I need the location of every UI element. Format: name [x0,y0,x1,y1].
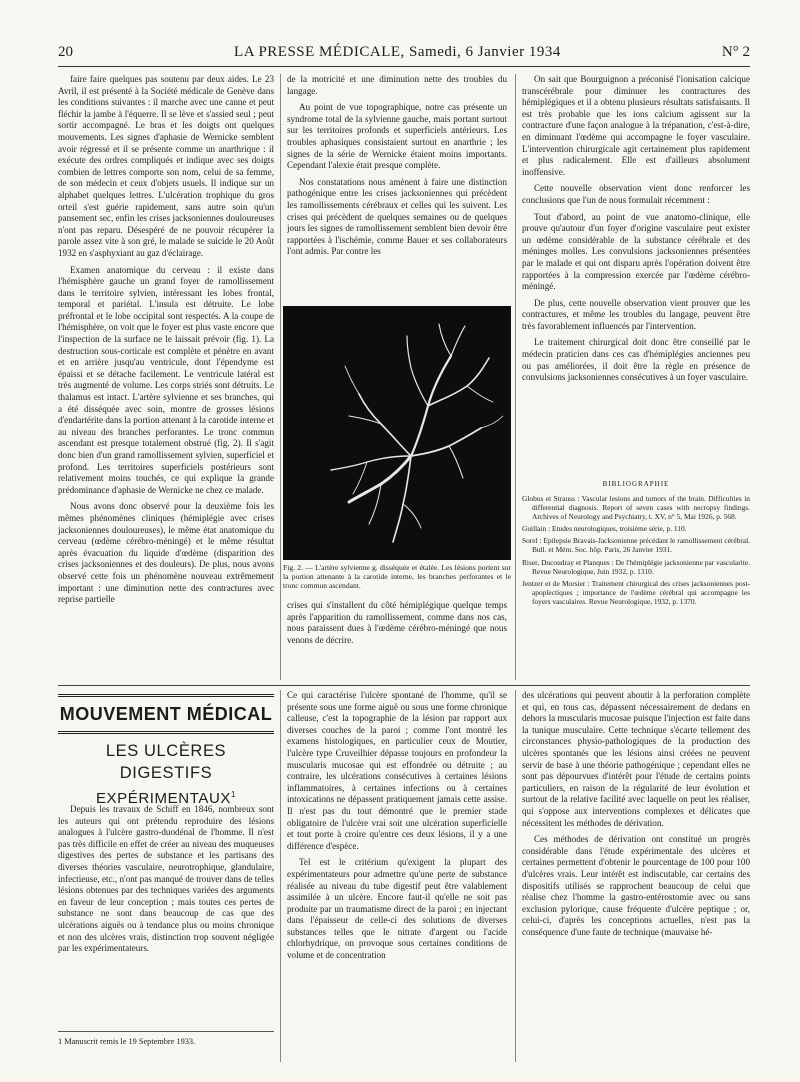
page-number: 20 [58,44,73,60]
article-intro-column [58,804,274,1004]
bibliography-entry: Sorel : Epilepsie Bravais-Jacksonienne précédant le ramollissement cérébral. Bull. et Mém. Soc. hôp. Paris, 26 Janvier 1931. [522,536,750,555]
paragraph: de la motricité et une diminution nette des troubles du langage. [287,74,507,96]
column-divider [280,74,281,680]
paragraph: des ulcérations qui peuvent aboutir à la perforation complète et qui, en tous cas, dépassent nécessairement de dedans en dehors la muscularis mucosae puisque l'injection est faite dans la tunique musculaire. Cette technique s'écarte tellement des circonstances physio-pathologiques de la production des ulcères spontanés que les lésions ainsi créées ne peuvent servir de base à une théorie pathogénique ; cependant elles ne sont pas dépourvues d'intérêt pour l'étude de certains points particuliers, en raison de la régularité de leur évolution et surtout de la relative facilité avec laquelle on peut les réaliser, qui s'oppose aux interventions complexes et délicates que nécessitent les méthodes de dérivation. [522,690,750,828]
section-divider [58,685,750,686]
article-column-2 [287,74,507,304]
bibliography-entry: Jentzer et de Morsier : Traitement chirurgical des crises jacksoniennes post-apoplectiques ; importance de l'œdème cérébral qui accompagne les foyers vasculaires. Revue Neurologique, 1932, p. 1370. [522,578,750,606]
paragraph: faire faire quelques pas soutenu par deux aides. Le 23 Avril, il est présenté à la Société médicale de Genève dans les conditions suivantes : il marche avec une canne et peut fléchir la jambe à l'équerre. Il se lève et s'assied seul ; peut sortir accompagné. Le bras et les doigts ont quelques mouvements. Les signes d'aphasie de Wernicke semblent avoir régressé et il se présente comme un anarthrique : il exécute des ordres compliqués et indique avec ses doigts combien de lettres comporte son nom, celui de sa femme, de son médecin et ceux d'objets usuels. Il indique sur un alphabet quelques lettres. L'ulcération trophique du gros orteil s'est guérie rapidement, sans autre soin qu'un pansement sec, enfin les crises jacksoniennes douloureuses n'ont pas reparu. Désespéré de ne pouvoir récupérer la parole assez vite à son gré, le malade se suicide le 20 Août 1932 en s'asphyxiant au gaz d'éclairage. [58,74,274,258]
article-title-line-2-text: EXPÉRIMENTAUX [95,790,231,807]
footnote: 1 Manuscrit remis le 19 Septembre 1933. [58,1031,274,1046]
column-divider [515,74,516,680]
paragraph: Tout d'abord, au point de vue anatomo-clinique, elle prouve qu'autour d'un foyer d'origine vasculaire peut exister un œdème considérable de la substance cérébrale et des méninges molles. Les convulsions jacksoniennes présentées par le malade et qui ont disparu après l'opération doivent être rapportées à la compression exercée par l'œdème cérébro-méningé. [522,211,750,292]
paragraph: crises qui s'installent du côté hémiplégique quelque temps après l'apparition du ramollissement, comme dans nos cas, nous paraissent dues à l'œdème cérébro-méningé que nous venons de décrire. [287,600,507,645]
column-divider [515,690,516,1062]
article-column-2-continued [287,600,507,678]
paragraph: Examen anatomique du cerveau : il existe dans l'hémisphère gauche un grand foyer de ramollissement dans le territoire sylvien, intéressant les lobes frontal, temporal et pariétal. L'insula est détruite. Le lobe préfrontal et le lobe occipital sont respectés. A la coupe de l'hémisphère, on voit que le foyer est plus vaste encore que l'inspection de la surface ne le laissait prévoir (fig. 1). La destruction sous-corticale est complète et pénètre en avant et en arrière jusqu'au ventricule, dont l'épendyme est épaissi et se détache facilement. Le ventricule latéral est très augmenté de volume. Les corps striés sont détruits. Le thalamus est intact. L'artère sylvienne et ses branches, qui a été disséquée avec soin, montre de grosses lésions d'endartérite dans la portion attenant à la carotide interne et au niveau des branches perforantes. Le tronc commun ascendant est presque totalement obstrué (fig. 2). Il s'agit donc bien d'un grand ramollissement sylvien, superficiel et profond. Les territoires superficiels postérieurs sont relativement moins touchés, ce qui explique la grande prédominance d'aphasie de Wernicke ne chez ce malade. [58,264,274,495]
article-column-6 [522,690,750,1062]
article-title-line-1: LES ULCÈRES DIGESTIFS [105,742,227,782]
paragraph: De plus, cette nouvelle observation vient prouver que les contractures, et même les troubles du langage, peuvent être très favorablement influencés par l'intervention. [522,297,750,331]
paragraph: Tel est le critérium qu'exigent la plupart des expérimentateurs pour admettre qu'une perte de substance réalisée au niveau du tube digestif peut être valablement assimilée à un ulcère. Encore faut-il qu'elle ne soit pas produite par un traumatisme direct de la paroi ; en injectant dans l'épaisseur de celle-ci des solutions de diverses substances telles que le nitrate d'argent ou l'acide chlorhydrique, on provoque sous certaines conditions de volume et de concentration [287,857,507,961]
artery-figure [283,306,511,560]
paragraph: Le traitement chirurgical doit donc être conseillé par le médecin praticien dans ces cas d'hémiplégies anciennes peu ou pas améliorées, il doit être la règle en présence de convulsions jacksoniennes consécutives à un foyer vasculaire. [522,337,750,383]
bibliography-entry: Guillain : Etudes neurologiques, troisième série, p. 110. [522,524,687,534]
paragraph: Depuis les travaux de Schiff en 1846, nombreux sont les auteurs qui ont prétendu reproduire des lésions analogues à l'ulcère gastro-duodénal de l'homme. Il n'est pas très difficile en effet de créer au niveau des muqueuses digestives des pertes de substance et les partisans des diverses théories vasculaire, neurotrophique, glandulaire, infectieuse, etc., n'ont pas manqué de trouver dans de telles lésions obtenues par des techniques variées des arguments en faveur de leur conception ; mais toutes ces pertes de substance ne sont dans beaucoup de cas que des ulcérations aiguës ou à tendance plus ou moins chronique et non des ulcères vrais, distinction trop souvent négligée par les expérimentateurs. [58,804,274,954]
article-column-1 [58,74,274,680]
bibliography-entry: Globus et Strauss : Vascular lesions and tumors of the brain. Difficulties in differential diagnosis. Report of seven cases with necropsy findings. Archives of Neurology and Psychiatry, t. XV, n° 5, Mai 1926, p. 568. [522,494,750,522]
article-column-5 [287,690,507,1062]
paragraph: Ces méthodes de dérivation ont constitué un progrès considérable dans l'étude expérimentale des ulcères et certaines permettent d'obtenir le pourcentage de 100 pour 100 d'ulcères vrais. Leur intérêt est indiscutable, car certains des dispositifs utilisés se rapprochent beaucoup de celui que réalise chez l'homme la gastro-entérostomie avec ou sans exclusion pylorique, cause fréquente d'ulcère peptique ; or, celui-ci, d'après les conceptions actuelles, n'est pas la conséquence d'une faute de technique (mauvaise hé- [522,834,750,937]
page-header [58,44,750,67]
paragraph: Cette nouvelle observation vient donc renforcer les conclusions que l'un de nous formulait récemment : [522,183,750,205]
paragraph: On sait que Bourguignon a préconisé l'ionisation calcique transcérébrale pour diminuer les contractures des hémiplégiques et il a obtenu plusieurs résultats satisfaisants. Il est très probable que les ions calcium agissent sur la contracture d'une façon analogue à la trépanation, c'est-à-dire, en diminuant l'œdème qui accompagne le foyer vasculaire. L'intervention chirurgicale agit certainement plus rapidement et plus radicalement. Elle est d'ailleurs absolument inoffensive. [522,74,750,177]
bibliography-list [522,494,750,609]
issue-date: Samedi, 6 Janvier 1934 [409,44,561,60]
figure-caption: Fig. 2. — L'artère sylvienne g. disséquée et étalée. Les lésions portent sur la portion attenante à la carotide interne, les branches perforantes et le tronc commun ascendant. [283,563,511,591]
article-column-3 [522,74,750,476]
article-title [58,740,274,810]
paragraph: Nos constatations nous amènent à faire une distinction pathogénique entre les crises jacksoniennes qui précèdent les ramollissements cérébraux et celles qui les suivent. Les crises qui précèdent de quelques semaines ou de quelques jours les signes de ramollissement semblent bien devoir être rapportées à l'ischémie, comme Bauer et ses collaborateurs l'ont admis. Par contre les [287,176,507,257]
issue-number: N° 2 [721,44,750,60]
section-title: MOUVEMENT MÉDICAL [58,694,274,734]
bibliography-entry: Riser, Ducoudray et Planques : De l'hémiplégie jacksonienne par vascularite. Revue Neurologique, Juin 1932, p. 1310. [522,557,750,576]
column-divider [280,690,281,1062]
dissected-artery-image [283,306,511,560]
paragraph: Nous avons donc observé pour la deuxième fois les mêmes phénomènes cliniques (hémiplégie avec crises jacksoniennes douloureuses), le même état anatomique du cerveau (œdème cérébro-méningé) et le même résultat après évacuation du liquide d'œdème (disparition des crises jacksoniennes et des douleurs). De plus, nous avons observé cette fois un phénomène nouveau extrêmement important : une diminution nette des contractures avec reprise partielle [58,501,274,605]
journal-name: LA PRESSE MÉDICALE, [234,44,405,60]
paragraph: Au point de vue topographique, notre cas présente un syndrome total de la sylvienne gauche, mais portant surtout sur les territoires profonds et superficiels antérieurs. Les troubles aphasiques consistaient surtout en anarthrie ; les signes de la série de Wernicke étaient moins importants. Cependant l'alexie était presque complète. [287,102,507,171]
bibliography-heading: BIBLIOGRAPHIE [602,480,670,488]
paragraph: Ce qui caractérise l'ulcère spontané de l'homme, qu'il se présente sous une forme aiguë ou sous une forme chronique calleuse, c'est la topographie de la lésion par rapport aux diverses couches de la paroi ; comme l'ont montré les examens histologiques, en particulier ceux de Moutier, l'ulcère type Cruveilhier dépasse toujours en profondeur la muscularis mucosae qui est effondrée ou détruite ; au contraire, les ulcérations consécutives à certaines lésions inflammatoires, à certaines infections ou à certaines intoxications ne dépassent pratiquement jamais cette assise. Il n'est pas du tout démontré que le premier stade obligatoire de l'ulcère vrai soit une ulcération superficielle et tout porte à croire qu'entre ces deux lésions, il y a une différence d'espèce. [287,690,507,851]
footnote-marker: 1 [230,790,237,799]
journal-title [234,44,561,61]
